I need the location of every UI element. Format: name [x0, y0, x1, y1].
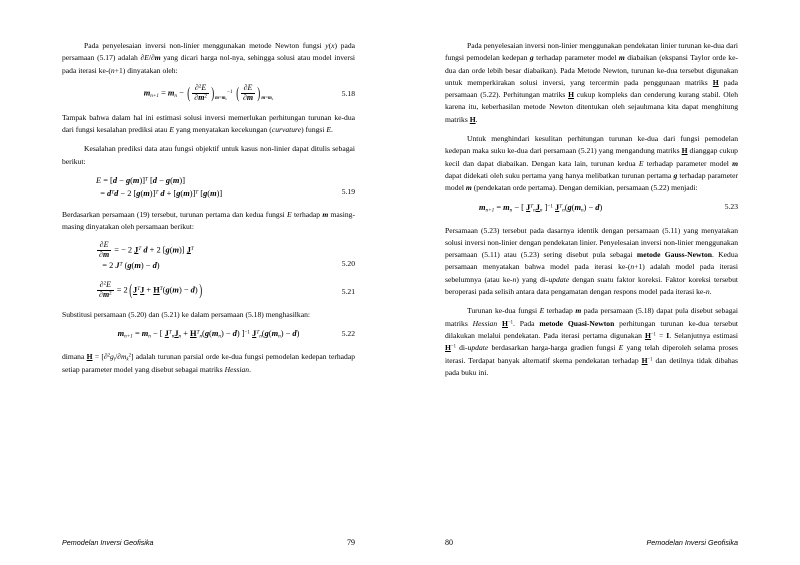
paragraph: Pada penyelesaian inversi non-linier menggunakan metode Newton fungsi y(x) pada persamaan (5.17) adalah ∂E/∂m yang dicari harga nol-nya, sehingga solusi atau model inversi pada iterasi ke-(n+1) dinyatakan oleh:	[62, 41, 356, 75]
paragraph: Persamaan (5.23) tersebut pada dasarnya identik dengan persamaan (5.11) yang menyatakan solusi inversi non-linier dengan pendekatan linier. Penyelesaian inversi non-linier menggunakan persamaan (5.11) atau (5.23) sering disebut pula sebagai metode Gauss-Newton. Kedua persamaan menyatakan bahwa model pada iterasi ke-(n+1) adalah model pada iterasi sebelumnya (atau ke-n) yang di-update dengan suatu faktor koreksi. Faktor koreksi tersebut beroperasi pada selisih antara data pengamatan dengan respons model pada iterasi ke-n.	[445, 225, 738, 297]
page-number: 79	[347, 538, 355, 547]
footer-book-title: Pemodelan Inversi Geofisika	[646, 538, 738, 547]
paragraph: Tampak bahwa dalam hal ini estimasi solusi inversi memerlukan perhitungan turunan ke-dua dari fungsi kesalahan prediksi atau E yang menyatakan kecekungan (curvature) fungsi E.	[62, 112, 355, 135]
equation-number: 5.22	[341, 329, 355, 339]
equation-number: 5.23	[724, 202, 738, 212]
equation-5-23: $m_{n+1} = m_n$ − [ $J^T_nJ_n$ ]$^{-1}$ $J^T_n(g(m_n) - d)$ 5.23	[479, 202, 738, 214]
right-page-column	[445, 40, 738, 379]
paragraph: Berdasarkan persamaan (19) tersebut, turunan pertama dan kedua fungsi E terhadap m masing-masing dinyatakan oleh persamaan berikut:	[62, 210, 355, 232]
equation-5-21: $\frac{\partial^2E}{\partial m^2}$ = $2(J^TJ + H^T(g(m) - d))$ 5.21	[99, 280, 355, 300]
page-number: 80	[445, 538, 453, 547]
footer-book-title: Pemodelan Inversi Geofisika	[62, 538, 154, 547]
paragraph: Substitusi persamaan (5.20) dan (5.21) ke dalam persamaan (5.18) menghasilkan:	[62, 310, 310, 320]
paragraph: Untuk menghindari kesulitan perhitungan turunan ke-dua dari fungsi pemodelan kedepan maka suku ke-dua dari persamaan (5.21) yang mengandung matriks H dianggap cukup kecil dan dapat diabaikan. Dengan kata lain, turunan kedua E terhadap parameter model m dapat didekati oleh suku pertama yang hanya melibatkan turunan pertama g terhadap parameter model m (pendekatan orde pertama). Dengan demikian, persamaan (5.22) menjadi:	[445, 134, 739, 193]
left-page-footer	[62, 538, 355, 547]
equation-5-19: $E = [d - g(m)]^T$ [d − g(m)] = $d^Td - 2$ $[g(m)]^T$ $d + [g(m)]^T$ [g(m)] 5.19	[96, 175, 355, 198]
equation-5-20: $\frac{\partial E}{\partial m}$ = − 2 $J^T$ d + 2 [g(m)] $J^T$ = 2 $J^T$ (g(m) − d) 5.20	[96, 239, 355, 270]
equation-5-18: $m_{n+1} = m_n$ − ( $\frac{\partial^2E}{\partial m^2}$ )$m=m_n^{-1}$ ( $\frac{\partial E}{\partial m}$ )$m=m_n$ 5.18	[143, 82, 355, 102]
equation-number: 5.20	[341, 258, 355, 268]
equation-number: 5.19	[341, 186, 355, 196]
paragraph: Kesalahan prediksi data atau fungsi objektif untuk kasus non-linier dapat ditulis sebagai berikut:	[62, 144, 355, 166]
right-page	[400, 0, 800, 565]
paragraph: dimana $H = [\partial^2g_i/\partial m_k^2]$ adalah turunan parsial orde ke-dua fungsi pemodelan kedepan terhadap setiap parameter model yang disebut sebagai matriks Hessian.	[62, 352, 356, 375]
equation-number: 5.18	[341, 89, 355, 99]
paragraph: Turunan ke-dua fungsi E terhadap m pada persamaan (5.18) dapat pula disebut sebagai matriks Hessian $H^{-1}$. Pada metode Quasi-Newton perhitungan turunan ke-dua tersebut dilakukan melalui pendekatan. Pada iterasi pertama digunakan $H^{-1} = I$. Selanjutnya estimasi $H^{-1}$ di-update berdasarkan harga-harga gradien fungsi E yang telah diperoleh selama proses iterasi. Terdapat banyak alternatif skema pendekatan terhadap $H^{-1}$ dan detilnya tidak dibahas pada buku ini.	[445, 306, 738, 377]
equation-5-22: $m_{n+1} = m_n$ − [ $J^T_nJ_n + H^T_n(g(m_n) - d)$ ]$^{-1}$ $J^T_n(g(m_n) - d)$ 5.22	[117, 329, 355, 340]
paragraph: Pada penyelesaian inversi non-linier menggunakan pendekatan linier turunan ke-dua dari fungsi pemodelan kedepan g terhadap parameter model m diabaikan (ekspansi Taylor orde ke-dua dan orde lebih besar diabaikan). Pada Metode Newton, turunan ke-dua tersebut digunakan untuk memperkirakan solusi inversi, yang tercermin pada penggunaan matriks H pada persamaan (5.22). Perhitungan matriks H cukup kompleks dan cenderung kurang stabil. Oleh karena itu, keberhasilan metode Newton ditentukan oleh sejauhmana kita dapat menghitung matriks H.	[445, 41, 739, 124]
right-page-footer	[445, 538, 738, 547]
left-page-column	[62, 40, 355, 377]
equation-number: 5.21	[341, 286, 355, 296]
